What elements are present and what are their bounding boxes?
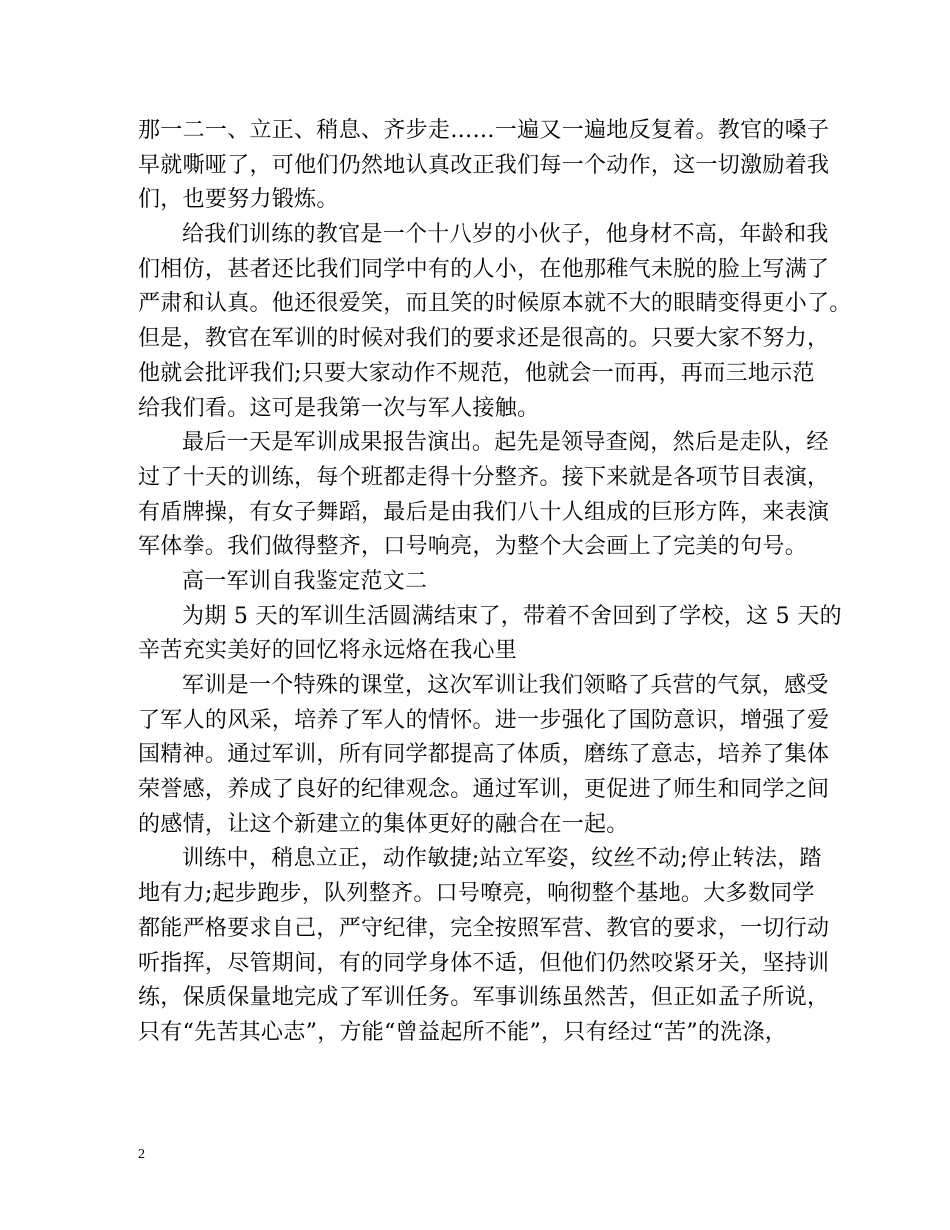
paragraph-first-line: 为期 5 天的军训生活圆满结束了，带着不舍回到了学校，这 5 天的: [182, 603, 842, 629]
text-line: 给我们看。这可是我第一次与军人接触。: [138, 395, 540, 421]
text-line: 荣誉感，养成了良好的纪律观念。通过军训，更促进了师生和同学之间: [138, 777, 830, 803]
paragraph-first-line: 训练中，稍息立正，动作敏捷;站立军姿，纹丝不动;停止转法，踏: [182, 846, 822, 872]
text-line: 的感情，让这个新建立的集体更好的融合在一起。: [138, 811, 629, 837]
text-line: 过了十天的训练，每个班都走得十分整齐。接下来就是各项节目表演，: [138, 464, 830, 490]
text-line: 有盾牌操，有女子舞蹈，最后是由我们八十人组成的巨形方阵，来表演: [138, 499, 830, 525]
paragraph-first-line: 给我们训练的教官是一个十八岁的小伙子，他身材不高，年龄和我: [182, 222, 829, 248]
text-line: 但是，教官在军训的时候对我们的要求还是很高的。只要大家不努力，: [138, 326, 830, 352]
text-line: 辛苦充实美好的回忆将永远烙在我心里: [138, 638, 518, 664]
paragraph-first-line: 军训是一个特殊的课堂，这次军训让我们领略了兵营的气氛，感受: [182, 673, 829, 698]
text-line: 早就嘶哑了，可他们仍然地认真改正我们每一个动作，这一切激励着我: [138, 152, 830, 178]
text-line: 只有“先苦其心志”，方能“曾益起所不能”，只有经过“苦”的洗涤，: [138, 1019, 788, 1045]
page-number: 2: [138, 1147, 145, 1162]
document-body: [138, 114, 852, 1051]
text-line: 们，也要努力锻炼。: [138, 187, 339, 213]
text-line: 那一二一、立正、稍息、齐步走……一遍又一遍地反复着。教官的嗓子: [138, 118, 830, 143]
text-line: 军体拳。我们做得整齐，口号响亮，为整个大会画上了完美的句号。: [138, 534, 808, 560]
text-line: 都能严格要求自己，严守纪律，完全按照军营、教官的要求，一切行动: [138, 915, 830, 941]
text-line: 严肃和认真。他还很爱笑，而且笑的时候原本就不大的眼睛变得更小了。: [138, 291, 852, 317]
text-line: 他就会批评我们;只要大家动作不规范，他就会一而再，再而三地示范: [138, 360, 815, 386]
text-line: 地有力;起步跑步，队列整齐。口号嘹亮，响彻整个基地。大多数同学: [138, 881, 815, 907]
text-line: 听指挥，尽管期间，有的同学身体不适，但他们仍然咬紧牙关，坚持训: [138, 950, 830, 976]
paragraph-first-line: 最后一天是军训成果报告演出。起先是领导查阅，然后是走队，经: [182, 430, 829, 456]
text-line: 国精神。通过军训，所有同学都提高了体质，磨练了意志，培养了集体: [138, 742, 830, 768]
text-line: 练，保质保量地完成了军训任务。军事训练虽然苦，但正如孟子所说，: [138, 985, 830, 1011]
text-line: 们相仿，甚者还比我们同学中有的人小，在他那稚气未脱的脸上写满了: [138, 256, 830, 282]
section-heading: 高一军训自我鉴定范文二: [182, 568, 428, 594]
text-line: 了军人的风采，培养了军人的情怀。进一步强化了国防意识，增强了爱: [138, 707, 830, 733]
